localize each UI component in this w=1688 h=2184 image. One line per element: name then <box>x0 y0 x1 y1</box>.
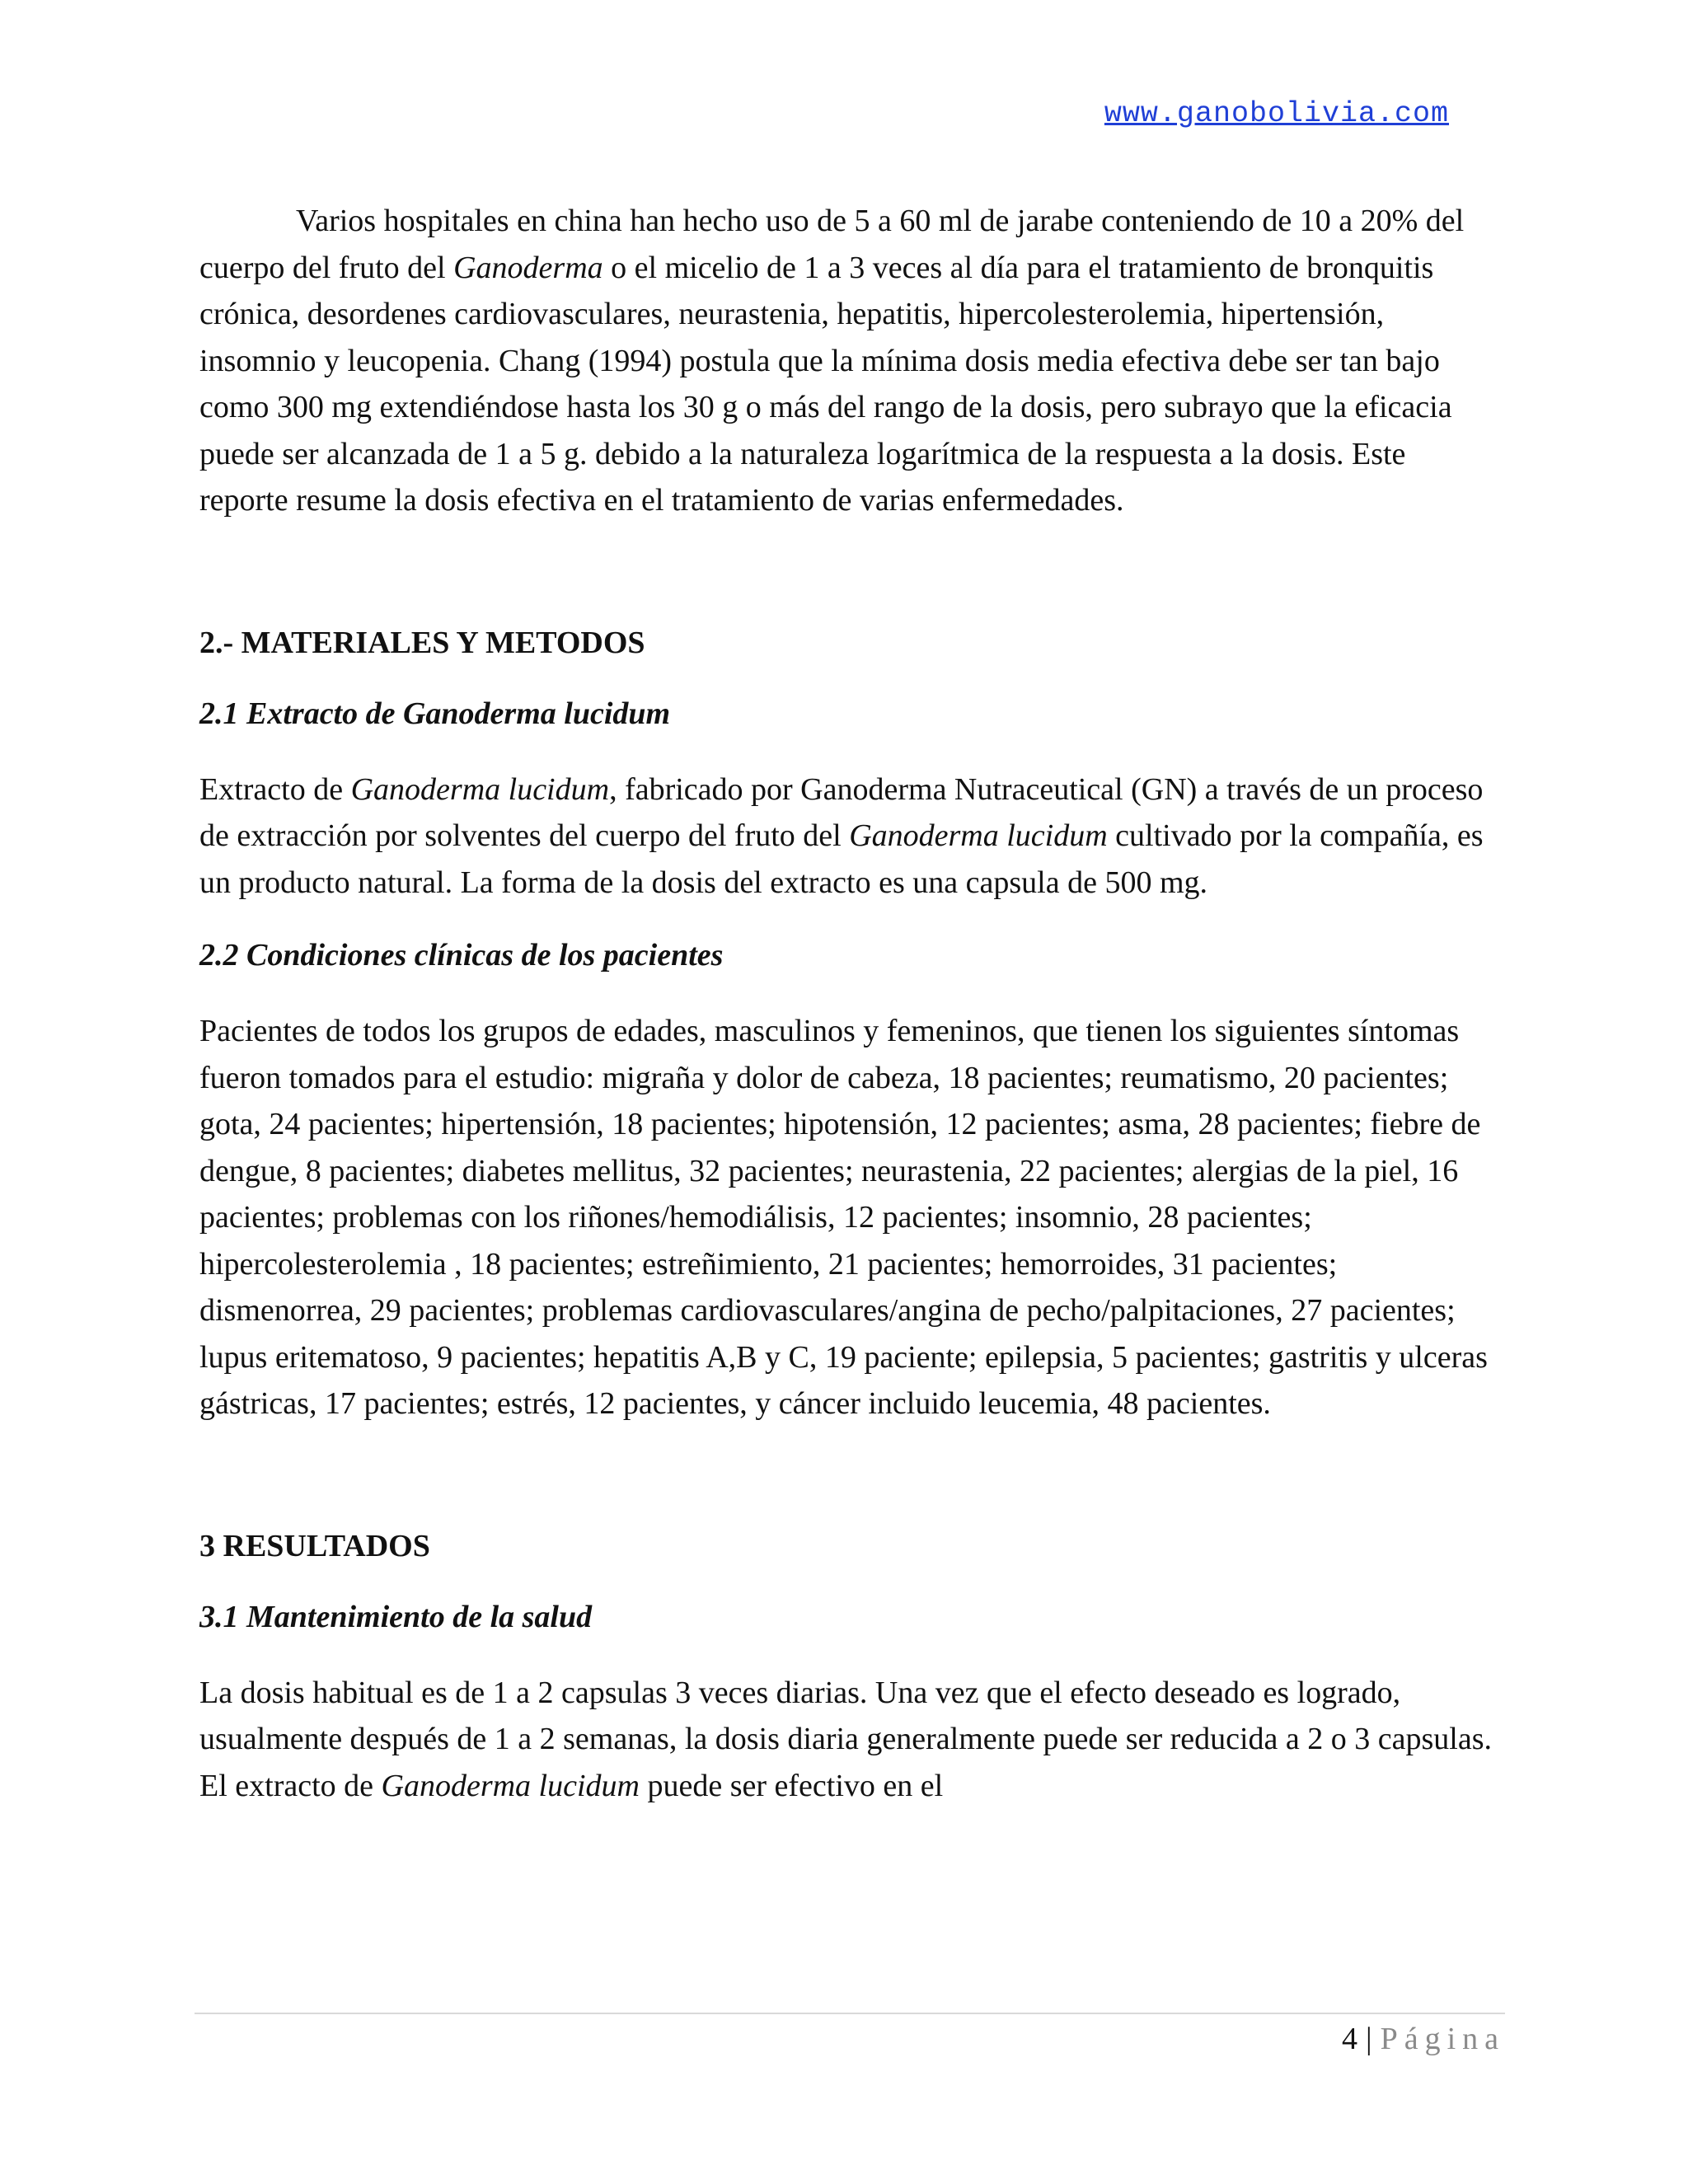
footer-separator: | <box>1365 2022 1372 2056</box>
italic-term: Ganoderma <box>453 250 603 285</box>
document-body <box>199 198 1502 1809</box>
page-label: Página <box>1380 2022 1505 2056</box>
footer-divider <box>195 2013 1505 2014</box>
italic-term: Ganoderma lucidum <box>381 1768 640 1803</box>
text-run: puede ser efectivo en el <box>639 1768 944 1803</box>
paragraph-pacientes: Pacientes de todos los grupos de edades, masculinos y femeninos, que tienen los siguientes síntomas fueron tomados para el estudio: migraña y dolor de cabeza, 18 pacientes; reumatismo, 20 pacientes; gota, 24 pacientes; hipertensión, 18 pacientes; hipotensión, 12 pacientes; asma, 28 pacientes; fiebre de dengue, 8 pacientes; diabetes mellitus, 32 pacientes; neurastenia, 22 pacientes; alergias de la piel, 16 pacientes; problemas con los riñones/hemodiálisis, 12 pacientes; insomnio, 28 pacientes; hipercolesterolemia , 18 pacientes; estreñimiento, 21 pacientes; hemorroides, 31 pacientes; dismenorrea, 29 pacientes; problemas cardiovasculares/angina de pecho/palpitaciones, 27 pacientes; lupus eritematoso, 9 pacientes; hepatitis A,B y C, 19 paciente; epilepsia, 5 pacientes; gastritis y ulceras gástricas, 17 pacientes; estrés, 12 pacientes, y cáncer incluido leucemia, 48 pacientes. <box>199 1014 1488 1421</box>
page-footer <box>1342 2021 1505 2057</box>
italic-term: Ganoderma lucidum <box>350 771 610 807</box>
paragraph-dosis-habitual <box>199 1670 1502 1810</box>
text-run: La dosis habitual es de 1 a 2 capsulas 3 veces diarias. Una vez que el efecto deseado es logrado, usualmente después de 1 a 2 semanas, la dosis diaria generalmente puede ser reducida a 2 o 3 capsulas. El extracto de <box>199 1675 1493 1803</box>
heading-resultados: 3 RESULTADOS <box>199 1528 430 1563</box>
text-run: Extracto de <box>199 771 351 807</box>
text-run: o el micelio de 1 a 3 veces al día para el tratamiento de bronquitis crónica, desordenes cardiovasculares, neurastenia, hepatitis, hipercolesterolemia, hipertensión, insomnio y leucopenia. Chang (1994) postula que la mínima dosis media efectiva debe ser tan bajo como 300 mg extendiéndose hasta los 30 g o más del rango de la dosis, pero subrayo que la eficacia puede ser alcanzada de 1 a 5 g. debido a la naturaleza logarítmica de la respuesta a la dosis. Este reporte resume la dosis efectiva en el tratamiento de varias enfermedades. <box>199 250 1452 518</box>
text-run: Varios hospitales en china han hecho uso de 5 a 60 ml de jarabe conteniendo de 10 a 20% del cuerpo del fruto del <box>199 204 1465 285</box>
heading-mantenimiento-salud: 3.1 Mantenimiento de la salud <box>199 1599 593 1634</box>
heading-condiciones-clinicas: 2.2 Condiciones clínicas de los pacientes <box>199 938 724 972</box>
text-run: cultivado por la compañía, es un producto natural. La forma de la dosis del extracto es una capsula de 500 mg. <box>199 818 1484 900</box>
page-number: 4 <box>1341 2022 1357 2056</box>
heading-extracto: 2.1 Extracto de Ganoderma lucidum <box>199 696 671 731</box>
italic-term: Ganoderma lucidum <box>849 818 1108 853</box>
paragraph-extracto <box>199 766 1502 907</box>
heading-materiales-metodos: 2.- MATERIALES Y METODOS <box>199 625 645 660</box>
text-run: , fabricado por Ganoderma Nutraceutical (GN) a través de un proceso de extracción por solventes del cuerpo del fruto del <box>199 771 1484 853</box>
paragraph-intro <box>199 198 1502 524</box>
website-link[interactable]: www.ganobolivia.com <box>1104 97 1449 130</box>
